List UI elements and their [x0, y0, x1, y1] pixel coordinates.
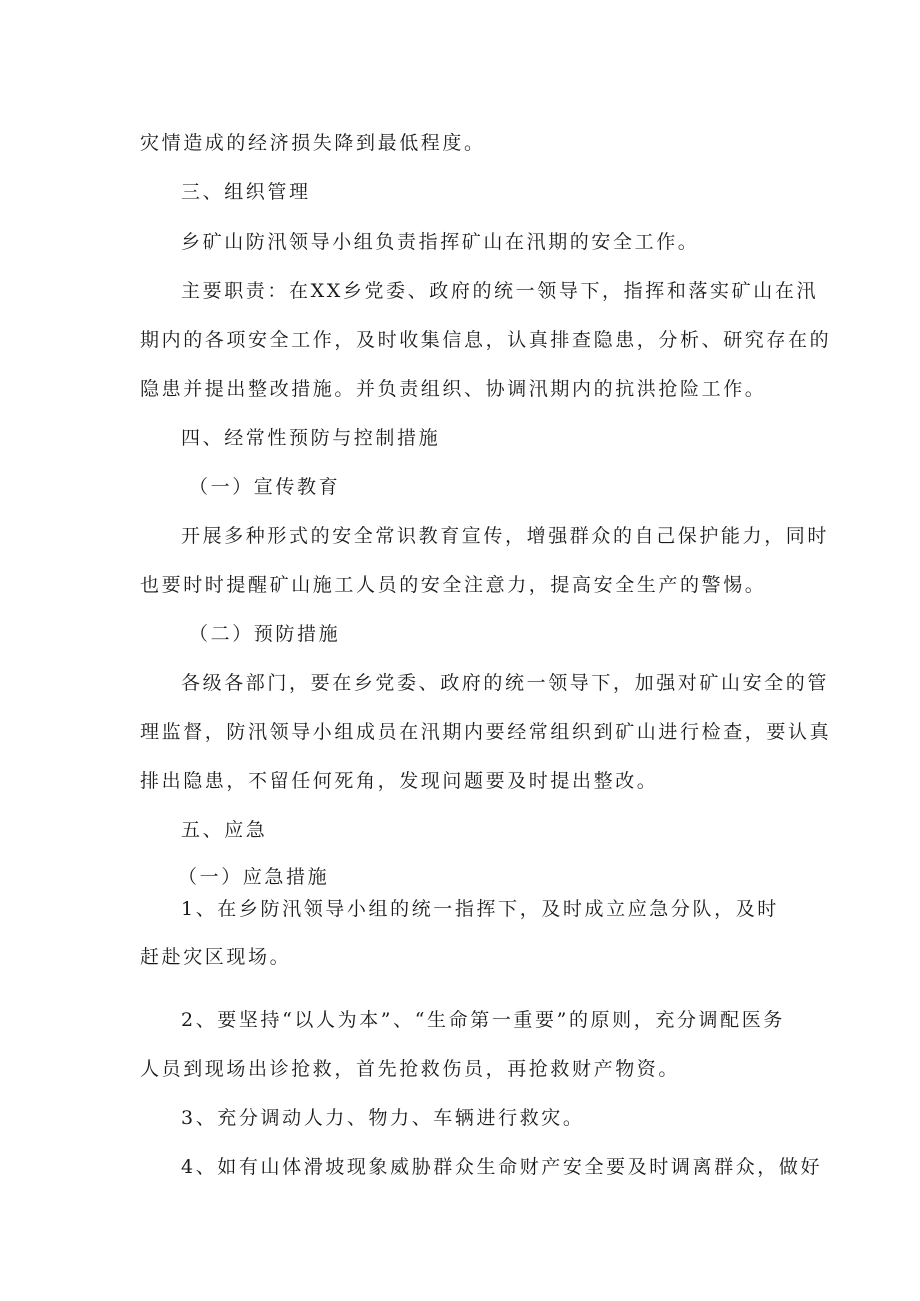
- paragraph-continuation: 灾情造成的经济损失降到最低程度。: [140, 132, 486, 154]
- section-heading-5: 五、应急: [181, 819, 268, 841]
- section-heading-4: 四、经常性预防与控制措施: [181, 427, 441, 449]
- paragraph-line: 排出隐患，不留任何死角，发现问题要及时提出整改。: [140, 770, 659, 792]
- subsection-heading: （一）应急措施: [178, 866, 330, 888]
- paragraph-line: 各级各部门，要在乡党委、政府的统一领导下，加强对矿山安全的管: [181, 672, 830, 694]
- paragraph-line: 乡矿山防汛领导小组负责指挥矿山在汛期的安全工作。: [181, 231, 700, 253]
- paragraph-line: 期内的各项安全工作，及时收集信息，认真排查隐患，分析、研究存在的: [140, 329, 832, 351]
- paragraph-line: 主要职责：在XX乡党委、政府的统一领导下，指挥和落实矿山在汛: [181, 280, 819, 302]
- paragraph-line: 也要时时提醒矿山施工人员的安全注意力，提高安全生产的警惕。: [140, 574, 767, 596]
- subsection-heading: （一）宣传教育: [189, 476, 341, 498]
- paragraph-line: 隐患并提出整改措施。并负责组织、协调汛期内的抗洪抢险工作。: [140, 378, 767, 400]
- paragraph-line: 理监督，防汛领导小组成员在汛期内要经常组织到矿山进行检查，要认真: [140, 721, 832, 743]
- list-item: 2、要坚持“以人为本”、“生命第一重要”的原则，充分调配医务: [181, 1009, 785, 1031]
- list-item: 1、在乡防汛领导小组的统一指挥下，及时成立应急分队，及时: [181, 898, 779, 920]
- subsection-heading: （二）预防措施: [189, 623, 341, 645]
- section-heading-3: 三、组织管理: [181, 181, 311, 203]
- list-item: 4、如有山体滑坡现象威胁群众生命财产安全要及时调离群众，做好: [181, 1156, 823, 1178]
- paragraph-line: 开展多种形式的安全常识教育宣传，增强群众的自己保护能力，同时: [181, 525, 830, 547]
- list-item: 3、充分调动人力、物力、车辆进行救灾。: [181, 1107, 585, 1129]
- list-item-continuation: 赶赴灾区现场。: [140, 946, 292, 968]
- list-item-continuation: 人员到现场出诊抢救，首先抢救伤员，再抢救财产物资。: [140, 1058, 681, 1080]
